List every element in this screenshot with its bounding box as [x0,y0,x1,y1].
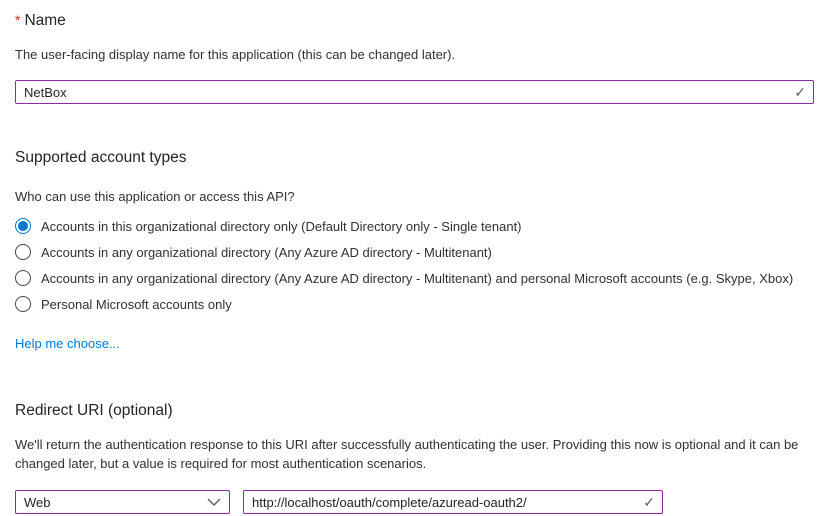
redirect-uri-section [15,402,814,514]
account-types-title: Supported account types [15,149,187,166]
account-types-section [15,149,814,353]
radio-option-multitenant-personal[interactable] [15,265,814,291]
name-input[interactable] [15,80,814,104]
radio-button-icon [15,270,31,286]
platform-select[interactable] [15,490,230,514]
radio-option-personal-only[interactable] [15,291,814,317]
redirect-uri-title: Redirect URI (optional) [15,402,173,419]
radio-button-icon [15,244,31,260]
section-divider-space [15,104,814,149]
account-types-question: Who can use this application or access this API? [15,189,295,204]
radio-button-icon [15,218,31,234]
platform-select-value: Web [24,494,51,510]
check-icon: ✓ [643,494,655,510]
name-section-title [15,12,814,30]
redirect-uri-input[interactable] [243,490,663,514]
name-description: The user-facing display name for this application (this can be changed later). [15,47,456,62]
radio-option-single-tenant[interactable] [15,213,814,239]
redirect-uri-controls [15,490,814,514]
radio-option-label: Accounts in any organizational directory (Any Azure AD directory - Multitenant) and personal Microsoft accounts (e.g. Skype, Xbox) [41,270,794,286]
account-types-radio-group [15,213,814,317]
chevron-down-icon [207,495,221,510]
name-input-wrap [15,80,814,104]
name-section [15,12,814,104]
radio-option-multitenant[interactable] [15,239,814,265]
help-me-choose-link[interactable]: Help me choose... [15,336,120,351]
name-label: Name [24,12,66,29]
required-asterisk: * [15,12,21,28]
check-icon: ✓ [794,84,806,100]
radio-option-label: Accounts in any organizational directory (Any Azure AD directory - Multitenant) [41,244,492,260]
radio-option-label: Personal Microsoft accounts only [41,296,232,312]
redirect-uri-input-wrap [243,490,663,514]
radio-option-label: Accounts in this organizational directory only (Default Directory only - Single tenant) [41,218,522,234]
radio-button-icon [15,296,31,312]
redirect-uri-description: We'll return the authentication response to this URI after successfully authenticating the user. Providing this now is optional and it can be changed later, but a value is required for most authentication scenarios. [15,437,799,471]
